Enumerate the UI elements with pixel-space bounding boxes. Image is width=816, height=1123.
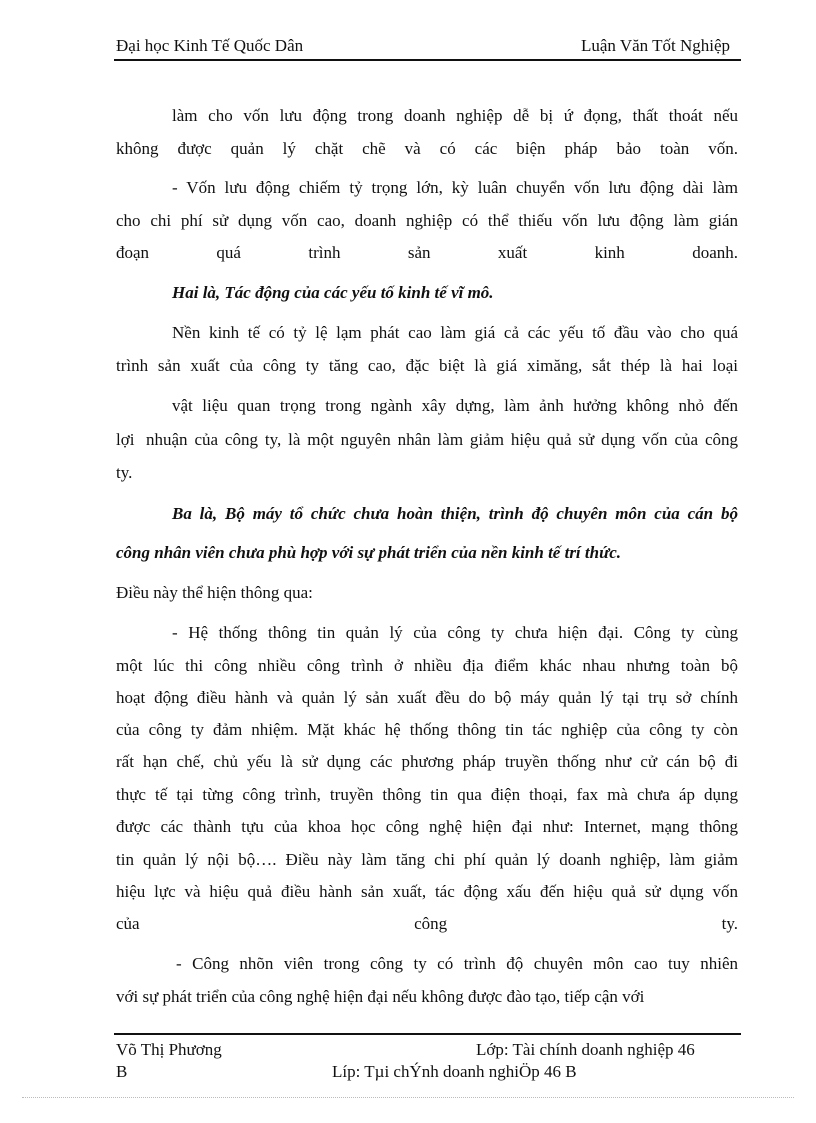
header-rule <box>114 59 741 61</box>
section-heading-2: Hai là, Tác động của các yếu tố kinh tế vĩ mô. <box>172 283 494 302</box>
text-line: làm cho vốn lưu động trong doanh nghiệp dễ bị ứ đọng, thất thoát nếu <box>172 106 738 125</box>
section-heading-3: Ba là, Bộ máy tổ chức chưa hoàn thiện, trình độ chuyên môn của cán bộ <box>172 504 738 523</box>
text-line: đoạn quá trình sản xuất kinh doanh. <box>116 243 738 262</box>
text-line: hoạt động điều hành và quản lý sản xuất đều do bộ máy quản lý tại trụ sở chính <box>116 688 738 707</box>
text-line: nhuận của công ty, là một nguyên nhân làm giảm hiệu quả sử dụng vốn của công <box>146 430 738 449</box>
text-line: hiệu lực và hiệu quả điều hành sản xuất, tác động xấu đến hiệu quả sử dụng vốn <box>116 882 738 901</box>
text-line: rất hạn chế, chủ yếu là sử dụng các phương pháp truyền thống như cử cán bộ đi <box>116 752 738 771</box>
footer-class-garbled: Líp: Tµi chÝnh doanh nghiÖp 46 B <box>332 1062 577 1081</box>
text-line: - Hệ thống thông tin quản lý của công ty chưa hiện đại. Công ty cùng <box>172 623 738 642</box>
section-heading-3-cont: công nhân viên chưa phù hợp với sự phát triển của nền kinh tế trí thức. <box>116 543 622 562</box>
text-line: Nền kinh tế có tỷ lệ lạm phát cao làm giá cả các yếu tố đầu vào cho quá <box>172 323 738 342</box>
text-line: vật liệu quan trọng trong ngành xây dựng, làm ảnh hưởng không nhỏ đến <box>172 396 738 415</box>
text-line: cho chi phí sử dụng vốn cao, doanh nghiệp có thể thiếu vốn lưu động làm gián <box>116 211 738 230</box>
text-line: của công ty. <box>116 914 738 933</box>
page-bottom-border <box>22 1097 794 1098</box>
footer-author-suffix: B <box>116 1062 128 1081</box>
text-line: thực tế tại từng công trình, truyền thông tin qua điện thoại, fax mà chưa áp dụng <box>116 785 738 804</box>
text-line: tin quản lý nội bộ…. Điều này làm tăng chi phí quản lý doanh nghiệp, làm giảm <box>116 850 738 869</box>
text-line: ty. <box>116 463 133 482</box>
header-doc-type: Luận Văn Tốt Nghiệp <box>580 36 730 55</box>
text-line: - Công nhõn viên trong công ty có trình độ chuyên môn cao tuy nhiên <box>176 954 738 973</box>
text-line: lợi <box>116 430 135 449</box>
text-line: Điều này thể hiện thông qua: <box>116 583 313 602</box>
text-line: không được quản lý chặt chẽ và có các biện pháp bảo toàn vốn. <box>116 139 738 158</box>
text-line: một lúc thi công nhiều công trình ở nhiều địa điểm khác nhau nhưng toàn bộ <box>116 656 738 675</box>
text-line: với sự phát triển của công nghệ hiện đại nếu không được đào tạo, tiếp cận với <box>116 987 645 1006</box>
text-line: được các thành tựu của khoa học công nghệ hiện đại như: Internet, mạng thông <box>116 817 738 836</box>
text-line: - Vốn lưu động chiếm tỷ trọng lớn, kỳ luân chuyển vốn lưu động dài làm <box>172 178 738 197</box>
header-school: Đại học Kinh Tế Quốc Dân <box>116 36 304 55</box>
text-line: trình sản xuất của công ty tăng cao, đặc biệt là giá ximăng, sắt thép là hai loại <box>116 356 738 375</box>
footer-rule <box>114 1033 741 1035</box>
text-line: của công ty đảm nhiệm. Mặt khác hệ thống thông tin tác nghiệp của công ty còn <box>116 720 738 739</box>
footer-author: Võ Thị Phương <box>116 1040 222 1059</box>
footer-class: Lớp: Tài chính doanh nghiệp 46 <box>476 1040 695 1059</box>
